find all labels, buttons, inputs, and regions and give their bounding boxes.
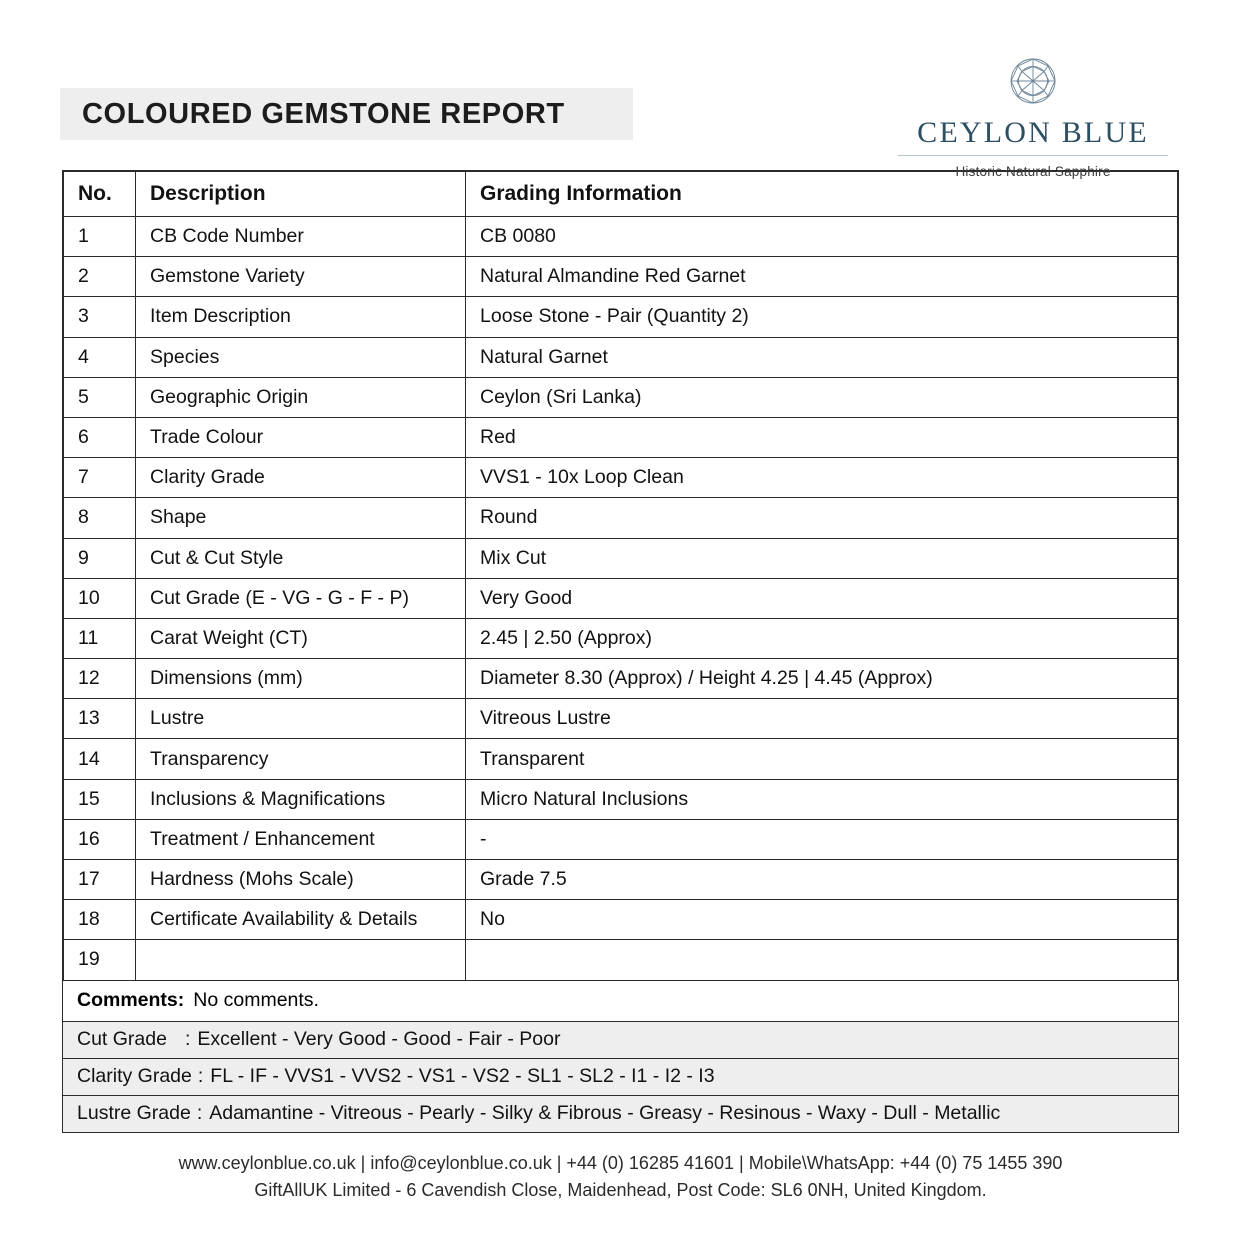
cell-no: 10	[64, 578, 136, 618]
cell-grading: Round	[466, 498, 1178, 538]
cell-no: 5	[64, 377, 136, 417]
footer	[0, 1150, 1241, 1206]
cell-no: 3	[64, 297, 136, 337]
cell-grading: VVS1 - 10x Loop Clean	[466, 458, 1178, 498]
brand-divider	[898, 155, 1168, 156]
comments-row	[63, 981, 1178, 1021]
cell-description: Cut & Cut Style	[136, 538, 466, 578]
table-row	[64, 297, 1178, 337]
cell-no: 16	[64, 819, 136, 859]
page-title: COLOURED GEMSTONE REPORT	[82, 97, 565, 130]
cell-description: Treatment / Enhancement	[136, 819, 466, 859]
logo	[883, 50, 1183, 112]
table-row	[64, 337, 1178, 377]
clarity-grade-scale-separator: :	[197, 1065, 204, 1088]
footer-contact-line: www.ceylonblue.co.uk | info@ceylonblue.co.uk | +44 (0) 16285 41601 | Mobile\WhatsApp: +44 (0) 75 1455 390	[178, 1152, 1063, 1173]
table-row	[64, 940, 1178, 980]
brand-name: CEYLON BLUE	[917, 116, 1149, 149]
cut-grade-scale-label: Cut Grade	[77, 1028, 167, 1051]
cell-description: Species	[136, 337, 466, 377]
grading-table-wrapper	[62, 170, 1179, 981]
cell-description: Dimensions (mm)	[136, 659, 466, 699]
cell-grading: No	[466, 900, 1178, 940]
cell-no: 18	[64, 900, 136, 940]
cell-grading: Vitreous Lustre	[466, 699, 1178, 739]
cell-description: Geographic Origin	[136, 377, 466, 417]
column-header-grading: Grading Information	[466, 172, 1178, 217]
cell-description: Carat Weight (CT)	[136, 618, 466, 658]
table-row	[64, 739, 1178, 779]
cell-no: 13	[64, 699, 136, 739]
cell-description: Certificate Availability & Details	[136, 900, 466, 940]
cell-grading: Loose Stone - Pair (Quantity 2)	[466, 297, 1178, 337]
lustre-grade-scale-row	[63, 1095, 1178, 1132]
cell-grading: Natural Garnet	[466, 337, 1178, 377]
cell-description: Transparency	[136, 739, 466, 779]
table-row	[64, 860, 1178, 900]
cell-no: 1	[64, 217, 136, 257]
cut-grade-scale-value: Excellent - Very Good - Good - Fair - Poor	[197, 1028, 561, 1051]
cell-grading: 2.45 | 2.50 (Approx)	[466, 618, 1178, 658]
cell-description: CB Code Number	[136, 217, 466, 257]
comments-value: No comments.	[193, 989, 319, 1012]
cell-no: 11	[64, 618, 136, 658]
table-row	[64, 819, 1178, 859]
page-title-band	[60, 88, 633, 140]
cell-grading	[466, 940, 1178, 980]
table-row	[64, 257, 1178, 297]
table-body	[64, 217, 1178, 981]
cell-grading: -	[466, 819, 1178, 859]
lustre-grade-scale-label: Lustre Grade	[77, 1102, 191, 1125]
table-row	[64, 699, 1178, 739]
cell-grading: Transparent	[466, 739, 1178, 779]
cell-grading: Very Good	[466, 578, 1178, 618]
cell-no: 12	[64, 659, 136, 699]
cell-description: Lustre	[136, 699, 466, 739]
grading-table	[63, 171, 1178, 981]
cell-grading: Natural Almandine Red Garnet	[466, 257, 1178, 297]
brand-tagline: Historic Natural Sapphire	[955, 164, 1111, 179]
cell-no: 8	[64, 498, 136, 538]
diamond-gem-icon	[1001, 51, 1065, 111]
clarity-grade-scale-value: FL - IF - VVS1 - VVS2 - VS1 - VS2 - SL1 - SL2 - I1 - I2 - I3	[210, 1065, 715, 1088]
notes-block	[62, 981, 1179, 1133]
column-header-description: Description	[136, 172, 466, 217]
cell-no: 9	[64, 538, 136, 578]
table-row	[64, 900, 1178, 940]
cell-no: 4	[64, 337, 136, 377]
table-row	[64, 659, 1178, 699]
cell-grading: Grade 7.5	[466, 860, 1178, 900]
cell-grading: Diameter 8.30 (Approx) / Height 4.25 | 4.45 (Approx)	[466, 659, 1178, 699]
table-row	[64, 458, 1178, 498]
table-row	[64, 618, 1178, 658]
cell-description: Inclusions & Magnifications	[136, 779, 466, 819]
cell-description: Clarity Grade	[136, 458, 466, 498]
cell-no: 17	[64, 860, 136, 900]
table-row	[64, 417, 1178, 457]
cell-grading: Red	[466, 417, 1178, 457]
cell-description: Hardness (Mohs Scale)	[136, 860, 466, 900]
cell-no: 7	[64, 458, 136, 498]
cell-no: 14	[64, 739, 136, 779]
brand-block	[883, 50, 1183, 179]
comments-label: Comments:	[77, 989, 185, 1012]
cell-no: 15	[64, 779, 136, 819]
clarity-grade-scale-row	[63, 1058, 1178, 1095]
table-row	[64, 538, 1178, 578]
cell-description: Gemstone Variety	[136, 257, 466, 297]
table-row	[64, 498, 1178, 538]
clarity-grade-scale-label: Clarity Grade	[77, 1065, 192, 1088]
lustre-grade-scale-value: Adamantine - Vitreous - Pearly - Silky & Fibrous - Greasy - Resinous - Waxy - Dull - Metallic	[209, 1102, 1001, 1125]
table-row	[64, 578, 1178, 618]
footer-address-line: GiftAllUK Limited - 6 Cavendish Close, Maidenhead, Post Code: SL6 0NH, United Kingdom.	[254, 1180, 987, 1201]
cell-description: Cut Grade (E - VG - G - F - P)	[136, 578, 466, 618]
table-row	[64, 779, 1178, 819]
cell-description: Item Description	[136, 297, 466, 337]
cell-description	[136, 940, 466, 980]
cell-no: 2	[64, 257, 136, 297]
cell-no: 19	[64, 940, 136, 980]
cell-no: 6	[64, 417, 136, 457]
lustre-grade-scale-separator: :	[196, 1102, 203, 1125]
cell-description: Trade Colour	[136, 417, 466, 457]
column-header-no: No.	[64, 172, 136, 217]
cut-grade-scale-row	[63, 1021, 1178, 1058]
cell-grading: Mix Cut	[466, 538, 1178, 578]
report-header	[0, 0, 1241, 179]
table-row	[64, 377, 1178, 417]
cell-grading: CB 0080	[466, 217, 1178, 257]
table-row	[64, 217, 1178, 257]
cell-grading: Micro Natural Inclusions	[466, 779, 1178, 819]
cell-grading: Ceylon (Sri Lanka)	[466, 377, 1178, 417]
cut-grade-scale-separator: :	[185, 1028, 191, 1051]
cell-description: Shape	[136, 498, 466, 538]
